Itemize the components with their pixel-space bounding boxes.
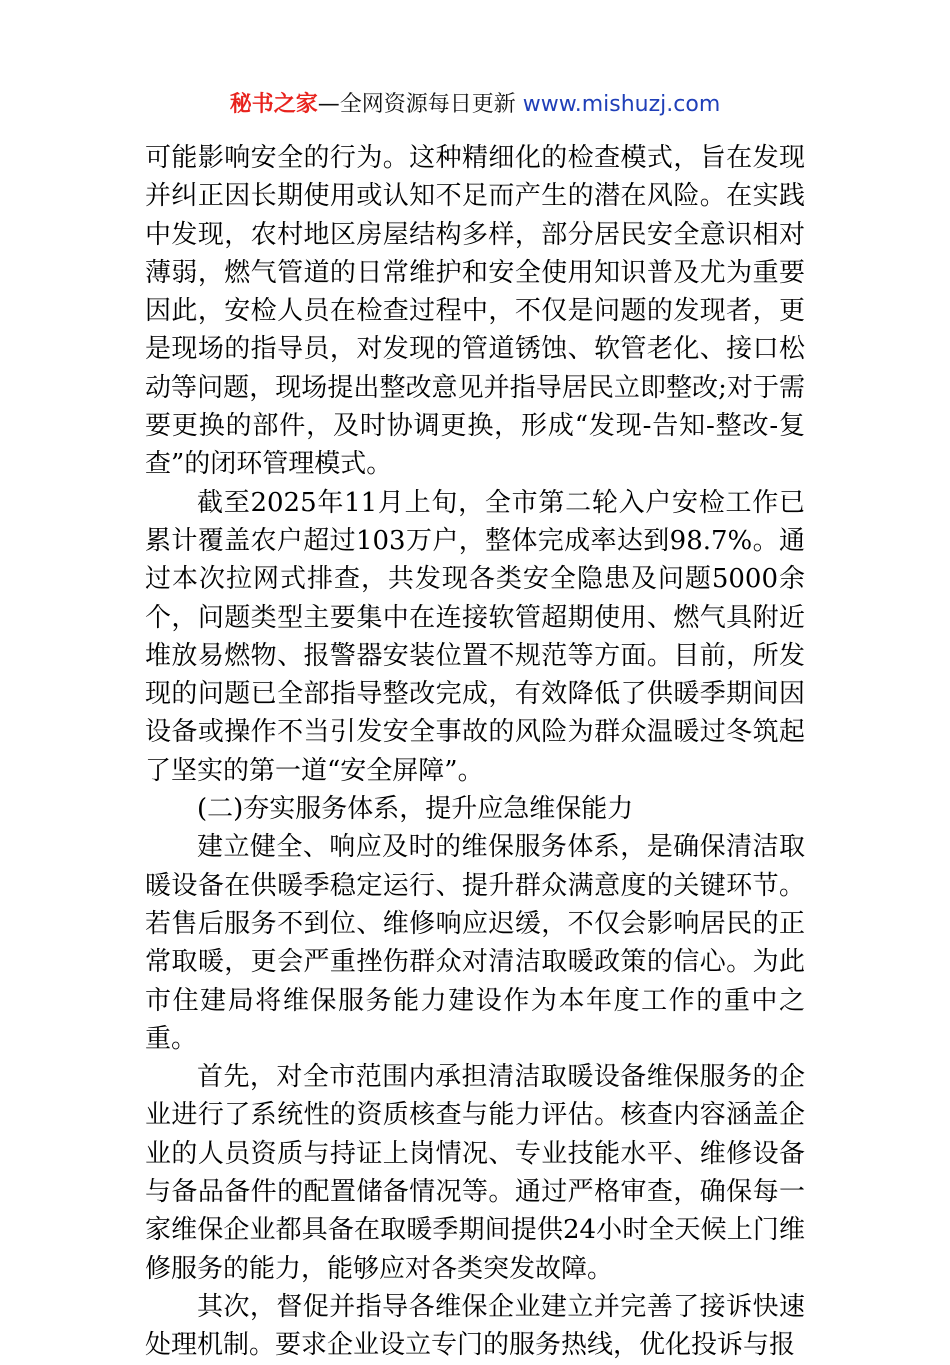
page-header: [0, 88, 950, 122]
paragraph-service-system: 建立健全、响应及时的维保服务体系，是确保清洁取暖设备在供暖季稳定运行、提升群众满意度的关键环节。若售后服务不到位、维修响应迟缓，不仅会影响居民的正常取暖，更会严重挫伤群众对清洁取暖政策的信心。为此市住建局将维保服务能力建设作为本年度工作的重中之重。: [145, 832, 805, 1054]
document-body: [145, 139, 805, 1365]
brand-name: 秘书之家: [229, 92, 318, 117]
paragraph-second: 其次，督促并指导各维保企业建立并完善了接诉快速处理机制。要求企业设立专门的服务热线，优化投诉与报: [145, 1291, 805, 1361]
paragraph-continued: 可能影响安全的行为。这种精细化的检查模式，旨在发现并纠正因长期使用或认知不足而产生的潜在风险。在实践中发现，农村地区房屋结构多样，部分居民安全意识相对薄弱，燃气管道的日常维护和安全使用知识普及尤为重要因此，安检人员在检查过程中，不仅是问题的发现者，更是现场的指导员，对发现的管道锈蚀、软管老化、接口松动等问题，现场提出整改意见并指导居民立即整改;对于需要更换的部件，及时协调更换，形成“发现-告知-整改-复查”的闭环管理模式。: [145, 143, 805, 480]
paragraph-first: 首先，对全市范围内承担清洁取暖设备维保服务的企业进行了系统性的资质核查与能力评估。核查内容涵盖企业的人员资质与持证上岗情况、专业技能水平、维修设备与备品备件的配置储备情况等。通过严格审查，确保每一家维保企业都具备在取暖季期间提供24小时全天候上门维修服务的能力，能够应对各类突发故障。: [145, 1062, 805, 1284]
paragraph-progress: 截至2025年11月上旬，全市第二轮入户安检工作已累计覆盖农户超过103万户，整体完成率达到98.7%。通过本次拉网式排查，共发现各类安全隐患及问题5000余个，问题类型主要集中在连接软管超期使用、燃气具附近堆放易燃物、报警器安装位置不规范等方面。目前，所发现的问题已全部指导整改完成，有效降低了供暖季期间因设备或操作不当引发安全事故的风险为群众温暖过冬筑起了坚实的第一道“安全屏障”。: [145, 487, 805, 786]
header-tagline: —全网资源每日更新: [317, 92, 516, 117]
site-url-link[interactable]: www.mishuzj.com: [522, 92, 721, 117]
section-heading: (二)夯实服务体系，提升应急维保能力: [197, 794, 634, 825]
